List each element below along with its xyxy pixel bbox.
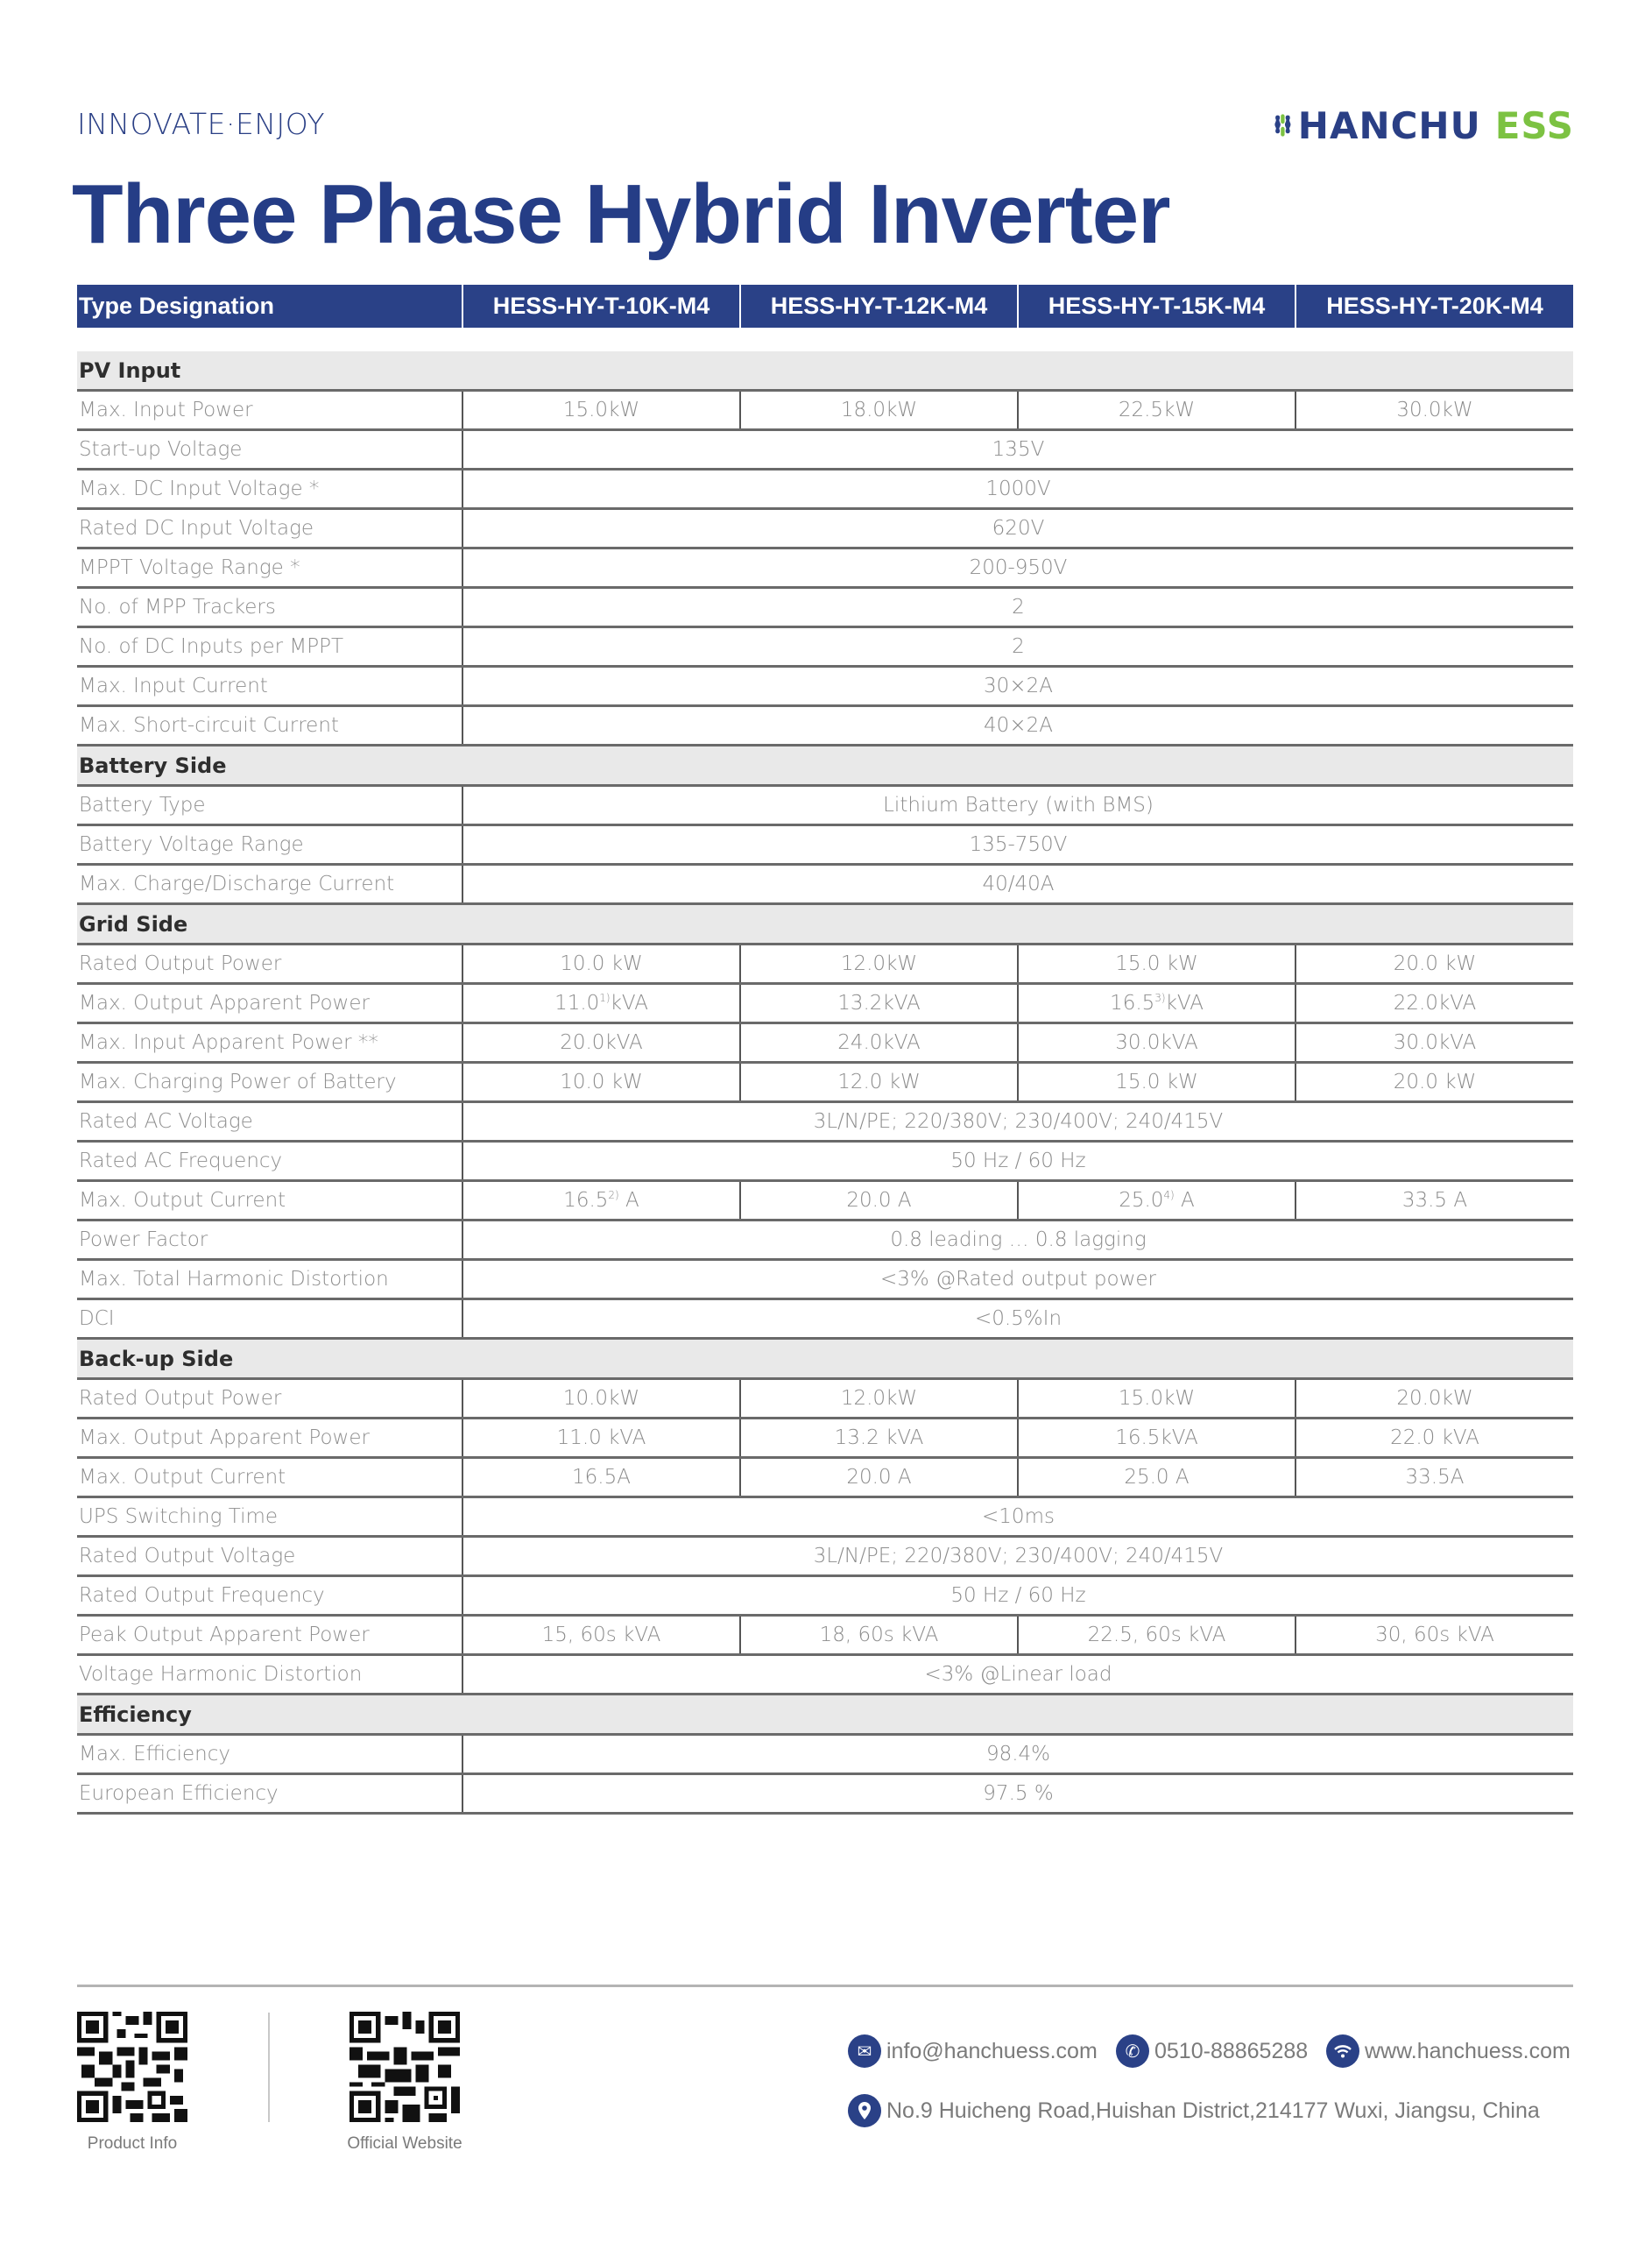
brand-name: HANCHU [1297,103,1481,147]
table-row [77,1537,1573,1576]
row-label: Power Factor [77,1221,462,1260]
row-label: DCI [77,1299,462,1339]
value-cell: 15.0kW [462,391,740,430]
table-gap [77,328,1573,351]
footer-divider [77,1985,1573,1987]
row-label: No. of MPP Trackers [77,588,462,627]
table-row [77,1616,1573,1655]
value-cell: 12.0kW [740,1379,1018,1419]
row-label: Voltage Harmonic Distortion [77,1655,462,1695]
value-cell: 12.0kW [740,945,1018,984]
table-row [77,391,1573,430]
row-label: Max. Output Apparent Power [77,1419,462,1458]
value-cell-merged: 2 [462,588,1573,627]
section-header-row [77,746,1573,786]
value-cell-merged: 50 Hz / 60 Hz [462,1576,1573,1616]
spec-table [77,285,1573,1815]
phone-icon: ✆ [1116,2034,1149,2068]
contact-phone[interactable] [1116,2034,1308,2068]
value-cell: 33.5A [1295,1458,1573,1497]
value-cell-merged: 135-750V [462,825,1573,865]
value-cell: 12.0 kW [740,1063,1018,1102]
table-row [77,786,1573,825]
value-cell: 25.0 A [1018,1458,1295,1497]
value-cell: 13.2 kVA [740,1419,1018,1458]
section-header-row [77,351,1573,391]
table-row [77,1181,1573,1221]
email-text[interactable]: info@hanchuess.com [886,2038,1098,2063]
row-label: Rated AC Frequency [77,1142,462,1181]
row-label: Max. Output Current [77,1181,462,1221]
value-cell: 30.0kVA [1018,1023,1295,1063]
value-cell-merged: <0.5%In [462,1299,1573,1339]
value-cell-merged: 2 [462,627,1573,667]
value-cell-merged: 40×2A [462,706,1573,746]
contact-address [848,2094,1540,2127]
row-label: European Efficiency [77,1774,462,1814]
tagline: INNOVATE·ENJOY [77,107,326,141]
section-title: PV Input [77,351,1573,391]
row-label: MPPT Voltage Range * [77,548,462,588]
row-label: Rated AC Voltage [77,1102,462,1142]
table-row [77,470,1573,509]
row-label: No. of DC Inputs per MPPT [77,627,462,667]
row-label: Battery Voltage Range [77,825,462,865]
row-label: Max. Output Apparent Power [77,984,462,1023]
footnote-marker: 4) [1163,1189,1175,1201]
hanchu-logo-icon [1274,95,1291,156]
section-header-row [77,1695,1573,1735]
header-cell-type-designation: Type Designation [77,285,462,328]
row-label: UPS Switching Time [77,1497,462,1537]
page-title: Three Phase Hybrid Inverter [72,167,1170,261]
value-cell: 30.0kW [1295,391,1573,430]
table-row [77,509,1573,548]
value-cell: 16.5A [462,1458,740,1497]
value-cell: 20.0 kW [1295,945,1573,984]
value-cell-merged: 50 Hz / 60 Hz [462,1142,1573,1181]
value-cell-merged: 1000V [462,470,1573,509]
qr-code-icon [349,2012,460,2122]
value-cell-merged: 97.5 % [462,1774,1573,1814]
value-cell: 15.0 kW [1018,945,1295,984]
row-label: Max. Input Current [77,667,462,706]
value-cell-merged: 3L/N/PE; 220/380V; 230/400V; 240/415V [462,1102,1573,1142]
value-cell-merged: 200-950V [462,548,1573,588]
row-label: Max. Input Apparent Power ** [77,1023,462,1063]
table-row [77,945,1573,984]
website-text[interactable]: www.hanchuess.com [1365,2038,1571,2063]
contact-website[interactable] [1326,2034,1571,2068]
table-row [77,865,1573,904]
table-row [77,1023,1573,1063]
table-row [77,1221,1573,1260]
table-row [77,825,1573,865]
value-cell-merged: 30×2A [462,667,1573,706]
value-cell: 18, 60s kVA [740,1616,1018,1655]
row-label: Peak Output Apparent Power [77,1616,462,1655]
value-cell: 16.5$^{2)}$ A [462,1181,740,1221]
value-cell: 24.0kVA [740,1023,1018,1063]
table-row [77,1774,1573,1814]
value-cell-merged: Lithium Battery (with BMS) [462,786,1573,825]
row-label: Battery Type [77,786,462,825]
contact-email[interactable] [848,2034,1098,2068]
table-row [77,1379,1573,1419]
header-cell-model: HESS-HY-T-12K-M4 [740,285,1018,328]
qr-label-product-info: Product Info [87,2134,178,2153]
footnote-marker: 3) [1154,992,1166,1004]
value-cell: 20.0kVA [462,1023,740,1063]
phone-text[interactable]: 0510-88865288 [1154,2038,1309,2063]
row-label: Rated DC Input Voltage [77,509,462,548]
wifi-icon [1326,2034,1359,2068]
section-title: Back-up Side [77,1339,1573,1379]
section-title: Efficiency [77,1695,1573,1735]
row-label: Rated Output Power [77,1379,462,1419]
table-row [77,430,1573,470]
row-label: Max. Charging Power of Battery [77,1063,462,1102]
value-cell-merged: <10ms [462,1497,1573,1537]
value-cell: 20.0 A [740,1181,1018,1221]
section-title: Grid Side [77,904,1573,945]
table-row [77,1299,1573,1339]
section-header-row [77,904,1573,945]
header-cell-model: HESS-HY-T-10K-M4 [462,285,740,328]
section-header-row [77,1339,1573,1379]
row-label: Max. Output Current [77,1458,462,1497]
table-row [77,667,1573,706]
value-cell: 20.0 A [740,1458,1018,1497]
value-cell-merged: 3L/N/PE; 220/380V; 230/400V; 240/415V [462,1537,1573,1576]
value-cell: 15.0kW [1018,1379,1295,1419]
value-cell-merged: 135V [462,430,1573,470]
table-row [77,588,1573,627]
table-row [77,1497,1573,1537]
value-cell: 16.5kVA [1018,1419,1295,1458]
value-cell-merged: 0.8 leading … 0.8 lagging [462,1221,1573,1260]
value-cell: 30, 60s kVA [1295,1616,1573,1655]
value-cell: 16.5$^{3)}$kVA [1018,984,1295,1023]
brand-suffix: ESS [1494,103,1574,147]
address-text: No.9 Huicheng Road,Huishan District,214177 Wuxi, Jiangsu, China [886,2098,1540,2123]
qr-divider [268,2013,270,2122]
mail-icon: ✉ [848,2034,881,2068]
value-cell: 22.0kVA [1295,984,1573,1023]
row-label: Rated Output Frequency [77,1576,462,1616]
location-pin-icon [848,2094,881,2127]
table-row [77,548,1573,588]
value-cell: 15.0 kW [1018,1063,1295,1102]
value-cell: 13.2kVA [740,984,1018,1023]
qr-code-icon [77,2012,187,2122]
row-label: Rated Output Voltage [77,1537,462,1576]
value-cell: 22.5, 60s kVA [1018,1616,1295,1655]
value-cell-merged: 620V [462,509,1573,548]
value-cell-merged: <3% @Linear load [462,1655,1573,1695]
brand-logo [1274,95,1574,156]
header-cell-model: HESS-HY-T-15K-M4 [1018,285,1295,328]
value-cell: 22.0 kVA [1295,1419,1573,1458]
value-cell-merged: 98.4% [462,1735,1573,1774]
table-row [77,1102,1573,1142]
row-label: Max. DC Input Voltage * [77,470,462,509]
table-row [77,1142,1573,1181]
header-cell-model: HESS-HY-T-20K-M4 [1295,285,1573,328]
table-row [77,1735,1573,1774]
row-label: Max. Charge/Discharge Current [77,865,462,904]
value-cell: 22.5kW [1018,391,1295,430]
row-label: Max. Short-circuit Current [77,706,462,746]
footnote-marker: 2) [608,1189,619,1201]
value-cell-merged: 40/40A [462,865,1573,904]
table-row [77,1576,1573,1616]
table-row [77,1655,1573,1695]
value-cell: 10.0kW [462,1379,740,1419]
value-cell: 18.0kW [740,391,1018,430]
value-cell: 10.0 kW [462,945,740,984]
table-row [77,1458,1573,1497]
row-label: Start-up Voltage [77,430,462,470]
value-cell: 11.0 kVA [462,1419,740,1458]
value-cell: 11.0$^{1)}$kVA [462,984,740,1023]
row-label: Rated Output Power [77,945,462,984]
value-cell: 15, 60s kVA [462,1616,740,1655]
value-cell: 30.0kVA [1295,1023,1573,1063]
table-row [77,1063,1573,1102]
section-title: Battery Side [77,746,1573,786]
value-cell: 10.0 kW [462,1063,740,1102]
value-cell: 20.0kW [1295,1379,1573,1419]
table-row [77,984,1573,1023]
row-label: Max. Input Power [77,391,462,430]
table-row [77,1260,1573,1299]
value-cell-merged: <3% @Rated output power [462,1260,1573,1299]
table-row [77,627,1573,667]
qr-label-official-website: Official Website [347,2134,462,2153]
table-row [77,1419,1573,1458]
row-label: Max. Efficiency [77,1735,462,1774]
value-cell: 33.5 A [1295,1181,1573,1221]
value-cell: 25.0$^{4)}$ A [1018,1181,1295,1221]
footnote-marker: 1) [599,992,611,1004]
table-row [77,706,1573,746]
value-cell: 20.0 kW [1295,1063,1573,1102]
row-label: Max. Total Harmonic Distortion [77,1260,462,1299]
table-header-row [77,285,1573,328]
